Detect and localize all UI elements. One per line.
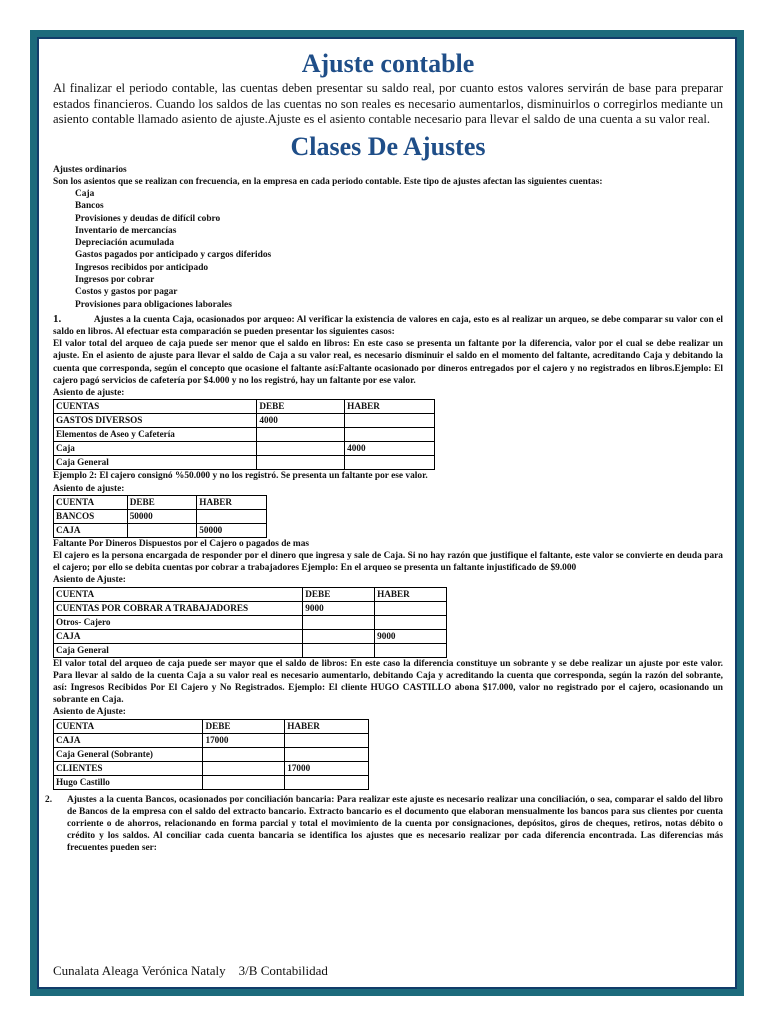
- table-cell: [127, 523, 197, 537]
- table-row: [54, 775, 369, 789]
- item1-number: 1.: [53, 312, 62, 325]
- table-cell: 50000: [127, 509, 197, 523]
- table-cell: GASTOS DIVERSOS: [54, 414, 257, 428]
- asiento-label: Asiento de ajuste:: [53, 388, 125, 399]
- table-cell: [345, 428, 435, 442]
- item2-paragraph: [45, 794, 723, 855]
- table-row: [54, 629, 447, 643]
- accounts-list: [75, 188, 723, 311]
- list-item: Ingresos por cobrar: [75, 274, 155, 285]
- table-cell: Hugo Castillo: [54, 775, 203, 789]
- table-cell: [345, 414, 435, 428]
- table-cell: 9000: [375, 629, 447, 643]
- table-cell: [375, 615, 447, 629]
- table-cell: HABER: [345, 400, 435, 414]
- table-cell: 17000: [285, 761, 369, 775]
- table-cell: [197, 509, 267, 523]
- table-cell: [303, 629, 375, 643]
- item2-text: Ajustes a la cuenta Bancos, ocasionados por conciliación bancaria: Para realizar este ajuste es necesario realizar una conciliación, o sea, comparar el saldo del libro de Bancos de la empresa con el saldo del extracto bancario. Extracto bancario es el documento que elaboran mensualmente los bancos para sus clientes por cuenta corriente o de ahorros, relacionando en forma parcial y total el movimiento de la cuenta por consignaciones, depósitos, giros de cheques, retiros, notas débito o crédito y los saldos. Al conciliar cada cuenta bancaria se identifica los ajustes que es necesario realizar por cada diferencia encontrada. Las diferencias más frecuentes pueden ser:: [67, 794, 723, 854]
- table-row: [54, 523, 267, 537]
- table-cell: CLIENTES: [54, 761, 203, 775]
- table-row: [54, 761, 369, 775]
- table-cell: [375, 643, 447, 657]
- item2-number: 2.: [45, 794, 53, 805]
- table-cell: CAJA: [54, 733, 203, 747]
- table-cell: [375, 601, 447, 615]
- table-cell: CUENTA: [54, 587, 303, 601]
- table-row: [54, 495, 267, 509]
- table-cell: CAJA: [54, 629, 303, 643]
- table-cell: 4000: [345, 442, 435, 456]
- table-cell: [203, 761, 285, 775]
- page-title: Ajuste contable: [301, 49, 475, 78]
- table-cell: [203, 775, 285, 789]
- section-title: Clases De Ajustes: [290, 131, 486, 161]
- ordinarios-heading: Ajustes ordinarios: [53, 164, 127, 175]
- document-body: [45, 47, 724, 855]
- table-ajuste-1: [53, 399, 435, 470]
- table-row: [54, 428, 435, 442]
- table-ajuste-4: [53, 719, 369, 790]
- table-cell: [285, 747, 369, 761]
- case1-paragraph: El valor total del arqueo de caja puede ser menor que el saldo en libros: En este caso se presenta un faltante por la diferencia, valor por el cual se debe realizar un ajuste. En el asiento de ajuste para llevar el saldo de Caja a su valor real, es necesario disminuir el saldo en el momento del faltante, acreditando Caja y debitando la cuenta que corresponda, según el concepto que ocasione el faltante así:Faltante ocasionado por dineros entregados por el cajero y no registrados en libros.Ejemplo: El cajero pagó servicios de cafetería por $4.000 y no los registró, hay un faltante por ese valor.: [53, 339, 723, 386]
- page-frame: [37, 37, 737, 989]
- item1-paragraph: [53, 313, 723, 338]
- intro-paragraph: Al finalizar el periodo contable, las cuentas deben presentar su saldo real, por cuanto estos valores servirán de base para preparar estados financieros. Cuando los saldos de las cuentas no son reales es necesario aumentarlos, disminuirlos o corregirlos mediante un asiento contable llamado asiento de ajuste.Ajuste es el asiento contable necesario para llevar el saldo de una cuenta a su valor real.: [53, 81, 723, 126]
- ejemplo2-text: Ejemplo 2: El cajero consignó %50.000 y no los registró. Se presenta un faltante por ese valor.: [53, 471, 428, 482]
- table-cell: CAJA: [54, 523, 128, 537]
- list-item: Ingresos recibidos por anticipado: [75, 262, 209, 273]
- table-row: [54, 400, 435, 414]
- table-cell: DEBE: [127, 495, 197, 509]
- asiento-label: Asiento de ajuste:: [53, 483, 125, 494]
- table-cell: [285, 775, 369, 789]
- list-item: Gastos pagados por anticipado y cargos diferidos: [75, 250, 272, 261]
- item1-text: Ajustes a la cuenta Caja, ocasionados por arqueo: Al verificar la existencia de valores en caja, esto es al realizar un arqueo, se debe comparar su valor con el saldo en libros. Al efectuar esta comparación se pueden presentar los siguientes casos:: [53, 314, 724, 338]
- table-cell: Otros- Cajero: [54, 615, 303, 629]
- table-row: [54, 442, 435, 456]
- table-cell: CUENTAS: [54, 400, 257, 414]
- table-cell: [345, 456, 435, 470]
- table-cell: CUENTA: [54, 719, 203, 733]
- table-row: [54, 615, 447, 629]
- faltante-text: El cajero es la persona encargada de responder por el dinero que ingresa y sale de Caja. Si no hay razón que justifique el faltante, este valor se convierte en deuda para el cajero; por ello se debita cuentas por cobrar a trabajadores Ejemplo: En el arqueo se presenta un faltante injustificado de $9.000: [53, 550, 723, 574]
- list-item: Costos y gastos por pagar: [75, 287, 178, 298]
- list-item: Provisiones y deudas de difícil cobro: [75, 213, 221, 224]
- table-row: [54, 733, 369, 747]
- table-cell: CUENTA: [54, 495, 128, 509]
- table-cell: Caja: [54, 442, 257, 456]
- table-row: [54, 414, 435, 428]
- table-ajuste-3: [53, 587, 447, 658]
- table-cell: Caja General (Sobrante): [54, 747, 203, 761]
- table-cell: 9000: [303, 601, 375, 615]
- footer-author: Cunalata Aleaga Verónica Nataly 3/B Contabilidad: [53, 963, 328, 978]
- table-cell: Caja General: [54, 456, 257, 470]
- table-cell: Elementos de Aseo y Cafetería: [54, 428, 257, 442]
- table-row: [54, 747, 369, 761]
- ordinarios-text: Son los asientos que se realizan con frecuencia, en la empresa en cada periodo contable. Este tipo de ajustes afectan las siguientes cuentas:: [53, 176, 603, 187]
- list-item: Caja: [75, 188, 95, 199]
- list-item: Bancos: [75, 201, 104, 212]
- list-item: Depreciación acumulada: [75, 238, 175, 249]
- table-cell: 4000: [257, 414, 345, 428]
- table-cell: [303, 615, 375, 629]
- table-cell: HABER: [285, 719, 369, 733]
- table-ajuste-2: [53, 495, 267, 538]
- table-cell: CUENTAS POR COBRAR A TRABAJADORES: [54, 601, 303, 615]
- table-cell: [257, 456, 345, 470]
- faltante-heading: Faltante Por Dineros Dispuestos por el Cajero o pagados de mas: [53, 538, 310, 549]
- table-row: [54, 601, 447, 615]
- asiento-label: Asiento de Ajuste:: [53, 707, 126, 718]
- table-cell: [203, 747, 285, 761]
- table-cell: BANCOS: [54, 509, 128, 523]
- table-row: [54, 509, 267, 523]
- list-item: Inventario de mercancías: [75, 225, 177, 236]
- table-cell: 50000: [197, 523, 267, 537]
- table-cell: DEBE: [303, 587, 375, 601]
- table-row: [54, 587, 447, 601]
- table-cell: 17000: [203, 733, 285, 747]
- table-cell: Caja General: [54, 643, 303, 657]
- table-cell: DEBE: [203, 719, 285, 733]
- table-cell: HABER: [197, 495, 267, 509]
- table-row: [54, 456, 435, 470]
- table-row: [54, 719, 369, 733]
- table-cell: [285, 733, 369, 747]
- case2-paragraph: El valor total del arqueo de caja puede ser mayor que el saldo de libros: En este caso la diferencia constituye un sobrante y se debe realizar un ajuste por este valor. Para llevar al saldo de la cuenta Caja a su valor real es necesario aumentarlo, debitando Caja y acreditando la cuenta que corresponda, según la razón del sobrante, así: Ingresos Recibidos Por El Cajero y No Registrados. Ejemplo: El cliente HUGO CASTILLO abona $17.000, valor no registrado por el cajero, ocasionando un sobrante en Caja.: [53, 658, 723, 706]
- table-row: [54, 643, 447, 657]
- table-cell: HABER: [375, 587, 447, 601]
- list-item: Provisiones para obligaciones laborales: [75, 299, 232, 310]
- asiento-label: Asiento de Ajuste:: [53, 575, 126, 586]
- table-cell: [303, 643, 375, 657]
- table-cell: DEBE: [257, 400, 345, 414]
- table-cell: [257, 442, 345, 456]
- table-cell: [257, 428, 345, 442]
